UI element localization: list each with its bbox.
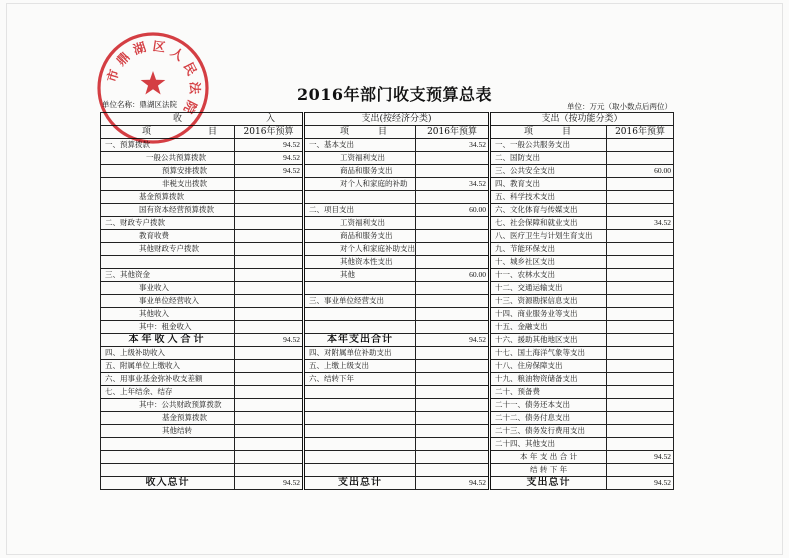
income-amount-cell — [235, 386, 304, 399]
income-item-cell — [101, 438, 235, 451]
table-row — [101, 217, 674, 230]
functional-amount-cell: 94.52 — [607, 451, 674, 464]
functional-amount-cell — [607, 204, 674, 217]
functional-item-cell: 十五、金融支出 — [490, 321, 607, 334]
functional-amount-cell — [607, 347, 674, 360]
table-row — [101, 230, 674, 243]
table-row — [101, 165, 674, 178]
economic-amount-cell — [416, 347, 490, 360]
economic-item-cell — [304, 399, 416, 412]
functional-item-cell: 十、城乡社区支出 — [490, 256, 607, 269]
income-amount-cell — [235, 191, 304, 204]
table-row — [101, 178, 674, 191]
income-amount-cell — [235, 217, 304, 230]
functional-item-cell: 四、教育支出 — [490, 178, 607, 191]
item-column-header: 项目 — [304, 126, 416, 139]
economic-amount-cell — [416, 412, 490, 425]
functional-amount-cell — [607, 191, 674, 204]
functional-item-cell: 结 转 下 年 — [490, 464, 607, 477]
income-amount-cell: 94.52 — [235, 139, 304, 152]
income-amount-cell — [235, 451, 304, 464]
economic-item-cell: 五、上缴上级支出 — [304, 360, 416, 373]
unit-note-label: 单位：万元（取小数点后两位） — [567, 102, 672, 111]
income-amount-cell — [235, 321, 304, 334]
economic-item-cell: 工资福利支出 — [304, 152, 416, 165]
economic-amount-cell — [416, 256, 490, 269]
table-header-row — [101, 113, 674, 126]
economic-item-cell — [304, 464, 416, 477]
economic-item-cell — [304, 425, 416, 438]
table-row — [101, 464, 674, 477]
income-amount-cell — [235, 243, 304, 256]
economic-amount-cell — [416, 165, 490, 178]
table-row — [101, 451, 674, 464]
functional-amount-cell — [607, 386, 674, 399]
table-row — [101, 438, 674, 451]
functional-item-cell: 三、公共安全支出 — [490, 165, 607, 178]
table-row — [101, 347, 674, 360]
economic-amount-cell: 94.52 — [416, 334, 490, 347]
budget-column-header: 2016年预算 — [416, 126, 490, 139]
table-row — [101, 282, 674, 295]
functional-item-cell: 本 年 支 出 合 计 — [490, 451, 607, 464]
functional-item-cell: 十七、国土海洋气象等支出 — [490, 347, 607, 360]
functional-item-cell: 十六、援助其他地区支出 — [490, 334, 607, 347]
functional-item-cell: 一、一般公共服务支出 — [490, 139, 607, 152]
economic-amount-cell — [416, 152, 490, 165]
table-row — [101, 334, 674, 347]
income-item-cell — [101, 464, 235, 477]
income-amount-cell — [235, 464, 304, 477]
functional-amount-cell — [607, 243, 674, 256]
page-title: 2016年部门收支预算总表 — [296, 85, 493, 104]
income-item-cell: 国有资本经营预算拨款 — [101, 204, 235, 217]
economic-item-cell — [304, 321, 416, 334]
economic-item-cell — [304, 412, 416, 425]
economic-amount-cell: 94.52 — [416, 477, 490, 490]
income-amount-cell — [235, 204, 304, 217]
income-item-cell: 五、附属单位上缴收入 — [101, 360, 235, 373]
table-subheader-row — [101, 126, 674, 139]
budget-table — [100, 112, 674, 490]
economic-item-cell: 商品和服务支出 — [304, 230, 416, 243]
functional-item-cell: 五、科学技术支出 — [490, 191, 607, 204]
income-item-cell: 收入总计 — [101, 477, 235, 490]
income-item-cell: 二、财政专户拨款 — [101, 217, 235, 230]
economic-amount-cell: 34.52 — [416, 139, 490, 152]
budget-column-header: 2016年预算 — [607, 126, 674, 139]
seal-character: 民 — [180, 59, 200, 78]
functional-item-cell: 十二、交通运输支出 — [490, 282, 607, 295]
income-amount-cell — [235, 399, 304, 412]
economic-item-cell: 对个人和家庭补助支出 — [304, 243, 416, 256]
item-column-header: 项目 — [101, 126, 235, 139]
functional-amount-cell — [607, 139, 674, 152]
table-row — [101, 152, 674, 165]
economic-amount-cell: 60.00 — [416, 204, 490, 217]
income-amount-cell — [235, 178, 304, 191]
income-item-cell: 基金预算拨款 — [101, 412, 235, 425]
economic-amount-cell — [416, 386, 490, 399]
income-amount-cell — [235, 230, 304, 243]
functional-item-cell: 十一、农林水支出 — [490, 269, 607, 282]
functional-item-cell: 二十三、债务发行费用支出 — [490, 425, 607, 438]
economic-item-cell: 商品和服务支出 — [304, 165, 416, 178]
functional-amount-cell — [607, 269, 674, 282]
table-row — [101, 399, 674, 412]
income-item-cell: 其他收入 — [101, 308, 235, 321]
unit-name-label: 单位名称：鼎湖区法院 — [102, 100, 177, 109]
economic-item-cell — [304, 282, 416, 295]
economic-item-cell: 支出总计 — [304, 477, 416, 490]
functional-amount-cell — [607, 438, 674, 451]
income-item-cell: 一般公共预算拨款 — [101, 152, 235, 165]
economic-amount-cell — [416, 425, 490, 438]
table-row — [101, 386, 674, 399]
functional-amount-cell — [607, 152, 674, 165]
income-item-cell: 基金预算拨款 — [101, 191, 235, 204]
table-row — [101, 308, 674, 321]
income-amount-cell — [235, 308, 304, 321]
functional-item-cell: 支出总计 — [490, 477, 607, 490]
functional-item-cell: 二十、预备费 — [490, 386, 607, 399]
seal-character: 人 — [167, 44, 187, 64]
functional-amount-cell — [607, 373, 674, 386]
economic-amount-cell — [416, 217, 490, 230]
income-item-cell: 七、上年结余、结存 — [101, 386, 235, 399]
functional-amount-cell — [607, 334, 674, 347]
economic-item-cell — [304, 438, 416, 451]
functional-item-cell: 十九、粮油物资储备支出 — [490, 373, 607, 386]
income-item-cell: 教育收费 — [101, 230, 235, 243]
income-amount-cell — [235, 295, 304, 308]
income-item-cell: 其中：租金收入 — [101, 321, 235, 334]
table-row — [101, 477, 674, 490]
table-row — [101, 295, 674, 308]
economic-amount-cell — [416, 191, 490, 204]
functional-amount-cell — [607, 256, 674, 269]
functional-amount-cell: 34.52 — [607, 217, 674, 230]
functional-item-cell: 二十二、债务付息支出 — [490, 412, 607, 425]
economic-item-cell — [304, 308, 416, 321]
table-row — [101, 204, 674, 217]
economic-item-cell: 六、结转下年 — [304, 373, 416, 386]
economic-item-cell: 一、基本支出 — [304, 139, 416, 152]
economic-item-cell: 二、项目支出 — [304, 204, 416, 217]
economic-amount-cell — [416, 295, 490, 308]
functional-amount-cell — [607, 178, 674, 191]
functional-item-cell: 六、文化体育与传媒支出 — [490, 204, 607, 217]
economic-amount-cell — [416, 373, 490, 386]
income-amount-cell — [235, 412, 304, 425]
income-item-cell: 事业收入 — [101, 282, 235, 295]
income-amount-cell — [235, 347, 304, 360]
economic-expense-header: 支出(按经济分类) — [304, 113, 490, 126]
economic-item-cell: 工资福利支出 — [304, 217, 416, 230]
income-amount-cell — [235, 373, 304, 386]
seal-character: 鼎 — [113, 49, 133, 69]
economic-item-cell: 其他资本性支出 — [304, 256, 416, 269]
economic-amount-cell — [416, 230, 490, 243]
functional-amount-cell — [607, 399, 674, 412]
economic-amount-cell — [416, 308, 490, 321]
functional-amount-cell — [607, 295, 674, 308]
income-header: 收入 — [101, 113, 304, 126]
economic-item-cell: 本年支出合计 — [304, 334, 416, 347]
table-row — [101, 191, 674, 204]
functional-expense-header: 支出（按功能分类） — [490, 113, 674, 126]
functional-amount-cell — [607, 230, 674, 243]
income-item-cell: 本年收入合计 — [101, 334, 235, 347]
table-body — [101, 139, 674, 490]
item-column-header: 项目 — [490, 126, 607, 139]
economic-amount-cell — [416, 360, 490, 373]
economic-item-cell — [304, 191, 416, 204]
income-amount-cell: 94.52 — [235, 165, 304, 178]
functional-amount-cell — [607, 412, 674, 425]
functional-amount-cell — [607, 425, 674, 438]
income-amount-cell — [235, 425, 304, 438]
economic-amount-cell — [416, 451, 490, 464]
income-item-cell: 其中：公共财政预算拨款 — [101, 399, 235, 412]
table-row — [101, 243, 674, 256]
functional-amount-cell: 60.00 — [607, 165, 674, 178]
economic-amount-cell: 60.00 — [416, 269, 490, 282]
functional-item-cell: 十三、资源勘探信息支出 — [490, 295, 607, 308]
functional-item-cell: 二十一、债务还本支出 — [490, 399, 607, 412]
table-row — [101, 269, 674, 282]
economic-amount-cell — [416, 399, 490, 412]
income-amount-cell: 94.52 — [235, 334, 304, 347]
functional-amount-cell — [607, 308, 674, 321]
income-amount-cell — [235, 269, 304, 282]
economic-item-cell — [304, 386, 416, 399]
functional-item-cell: 十八、住房保障支出 — [490, 360, 607, 373]
income-amount-cell — [235, 256, 304, 269]
income-item-cell: 其他结转 — [101, 425, 235, 438]
economic-item-cell — [304, 451, 416, 464]
table-row — [101, 321, 674, 334]
table-row — [101, 139, 674, 152]
functional-item-cell: 二十四、其他支出 — [490, 438, 607, 451]
functional-amount-cell — [607, 282, 674, 295]
functional-item-cell: 七、社会保障和就业支出 — [490, 217, 607, 230]
economic-amount-cell — [416, 464, 490, 477]
income-amount-cell — [235, 360, 304, 373]
income-amount-cell — [235, 438, 304, 451]
economic-amount-cell: 34.52 — [416, 178, 490, 191]
seal-character: 院 — [180, 98, 200, 117]
budget-column-header: 2016年预算 — [235, 126, 304, 139]
table-row — [101, 360, 674, 373]
income-item-cell: 事业单位经营收入 — [101, 295, 235, 308]
income-item-cell: 预算安排拨款 — [101, 165, 235, 178]
functional-amount-cell — [607, 464, 674, 477]
functional-item-cell: 九、节能环保支出 — [490, 243, 607, 256]
functional-item-cell: 二、国防支出 — [490, 152, 607, 165]
seal-character: 市 — [103, 67, 122, 84]
income-item-cell — [101, 256, 235, 269]
economic-amount-cell — [416, 321, 490, 334]
economic-amount-cell — [416, 243, 490, 256]
income-amount-cell: 94.52 — [235, 477, 304, 490]
functional-item-cell: 十四、商业服务业等支出 — [490, 308, 607, 321]
seal-character: 法 — [187, 81, 203, 95]
economic-item-cell: 四、对附属单位补助支出 — [304, 347, 416, 360]
economic-item-cell: 三、事业单位经营支出 — [304, 295, 416, 308]
functional-amount-cell — [607, 360, 674, 373]
income-item-cell: 一、预算拨款 — [101, 139, 235, 152]
functional-amount-cell: 94.52 — [607, 477, 674, 490]
seal-character: 湖 — [131, 39, 148, 58]
table-row — [101, 425, 674, 438]
table-row — [101, 373, 674, 386]
functional-item-cell: 八、医疗卫生与计划生育支出 — [490, 230, 607, 243]
income-amount-cell — [235, 282, 304, 295]
income-item-cell: 其他财政专户拨款 — [101, 243, 235, 256]
income-item-cell — [101, 451, 235, 464]
income-item-cell: 四、上级补助收入 — [101, 347, 235, 360]
income-amount-cell: 94.52 — [235, 152, 304, 165]
economic-item-cell: 对个人和家庭的补助 — [304, 178, 416, 191]
income-item-cell: 六、用事业基金弥补收支差额 — [101, 373, 235, 386]
table-row — [101, 256, 674, 269]
seal-character: 区 — [151, 38, 167, 55]
income-item-cell: 三、其他资金 — [101, 269, 235, 282]
income-item-cell: 非税支出拨款 — [101, 178, 235, 191]
functional-amount-cell — [607, 321, 674, 334]
economic-amount-cell — [416, 438, 490, 451]
table-row — [101, 412, 674, 425]
economic-item-cell: 其他 — [304, 269, 416, 282]
economic-amount-cell — [416, 282, 490, 295]
